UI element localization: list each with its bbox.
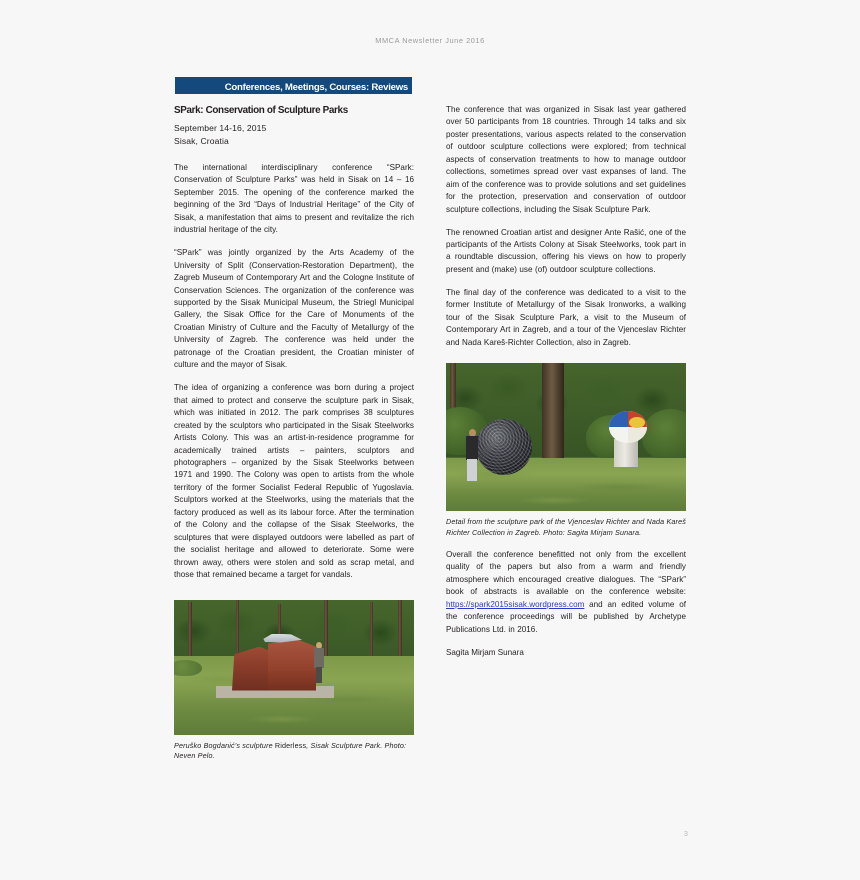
right-paragraph-3: The final day of the conference was dedicated to a visit to the former Institute of Metallurgy of the Sisak Ironworks, a walking tour of the Sisak Sculpture Park, a visit to the Museum of Contemporary Art in Zagreb, and a tour of the Vjenceslav Richter and Nada Kareš-Richter Collection, also in Zagreb. [446,287,686,347]
section-header-label: Conferences, Meetings, Courses: Reviews [224,82,408,93]
page-number: 3 [683,829,688,838]
right-paragraph-2: The renowned Croatian artist and designer Ante Rašić, one of the participants of the Artists Colony at Sisak Steelworks, took part in a roundtable discussion, offering his views on how to properly present and (make) use (of) outdoor sculpture collections. [446,227,686,274]
caption-artwork-title: Riderless [274,740,307,750]
final-text-before-link: Overall the conference benefitted not only from the excellent quality of the papers but also from a warm and friendly atmosphere which encouraged creative dialogues. The “SPark” book of abstracts is available on the conference website: [446,549,686,597]
article-date: September 14-16, 2015 [174,123,267,133]
right-column [446,104,686,659]
caption-part-1: Peruško Bogdanić’s sculpture [174,740,275,750]
running-head: MMCA Newsletter June 2016 [375,36,485,45]
conference-website-link[interactable]: https://spark2015sisak.wordpress.com [446,599,585,609]
section-header-bar [175,77,412,94]
right-paragraph-final [446,549,686,636]
page-title: SPark: Conservation of Sculpture Parks [174,105,348,116]
left-paragraph-2: “SPark” was jointly organized by the Arts Academy of the University of Split (Conservation-Restoration Department), the Zagreb Museum of Contemporary Art and the Cologne Institute of Conservation Sciences. The organization of the conference was supported by the Sisak Municipal Museum, the Striegl Municipal Gallery, the Sisak Office for the Care of Monuments of the Croatian Ministry of Culture and the Faculty of Metallurgy of the University of Zagreb. The conference was held under the patronage of the Croatian president, the Croatian minister of culture and the mayor of Sisak. [174,248,414,370]
left-column [174,104,414,761]
caption-part-2: , Sisak Sculpture Park. Photo: Neven Pelo. [174,740,407,760]
left-paragraph-1: The international interdisciplinary conference “SPark: Conservation of Sculpture Parks” was held in Sisak on 14 – 16 September 2015. The opening of the conference marked the beginning of the 3rd “Days of Industrial Heritage” of the City of Sisak, a manifestation that aims to present and revitalize the rich industrial heritage of the city. [174,163,414,235]
left-photo-caption [174,741,414,762]
right-paragraph-1: The conference that was organized in Sisak last year gathered over 50 participants from 18 countries. Through 14 talks and six poster presentations, various aspects related to the conservation of outdoor sculpture collections were explored; from technical aspects of conservation treatments to how to manage outdoor collections, sometimes spread over vast expanses of land. The aim of the conference was to provide solutions and set guidelines for the protection, preservation and conservation of outdoor sculpture collections, including the Sisak Sculpture Park. [446,105,686,214]
sculpture-photo-right [446,363,686,511]
sculpture-photo-left [174,600,414,735]
left-paragraph-3: The idea of organizing a conference was born during a project that aimed to protect and conserve the sculpture park in Sisak, which was initiated in 2012. The park comprises 38 sculptures created by the sculptors who participated in the Sisak Steelworks Artists Colony. This was an artist-in-residence programme for academically trained artists – painters, sculptors and photographers – organized by the Sisak Steelworks between 1971 and 1990. The Colony was open to artists from the whole territory of the former Socialist Federal Republic of Yugoslavia. Sculptors worked at the Steelworks, using the materials that the factory produced as well as its labour force. After the termination of the Colony and the collapse of the Sisak Steelworks, the sculptures that were displayed outdoors were labelled as part of the socialist heritage and allowed to deteriorate. Some were thrown away, others were stolen and sold as scrap metal, and those that remained became a target for vandals. [174,383,414,580]
article-location: Sisak, Croatia [174,135,229,146]
right-photo-caption: Detail from the sculpture park of the Vjenceslav Richter and Nada Kareš Richter Collection in Zagreb. Photo: Sagita Mirjam Sunara. [446,517,686,537]
final-text-after-link: and an edited volume of the conference proceedings will be published by Archetype Publications Ltd. in 2016. [446,599,686,634]
author-signature: Sagita Mirjam Sunara [446,647,524,657]
